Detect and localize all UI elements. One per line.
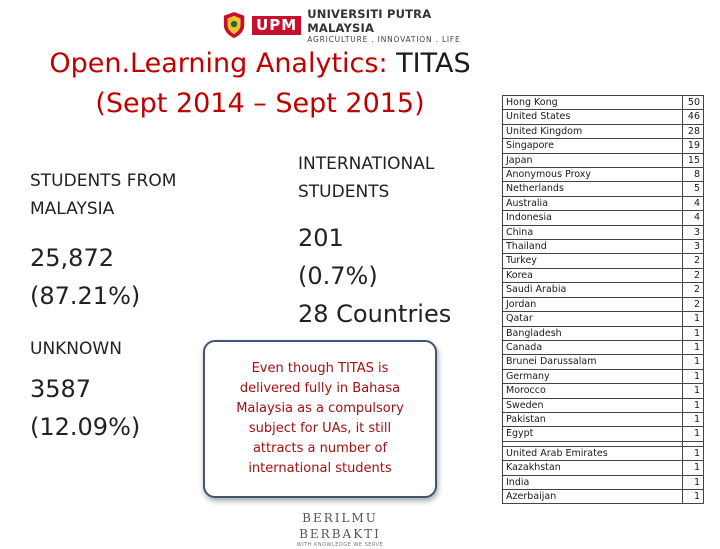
country-count: 50 <box>683 96 704 110</box>
country-name: Thailand <box>503 240 683 254</box>
country-name: Pakistan <box>503 412 683 426</box>
title-date-range: (Sept 2014 – Sept 2015) <box>95 88 425 119</box>
country-table-body <box>503 96 704 504</box>
country-count: 3 <box>683 225 704 239</box>
international-count: 201 <box>298 224 344 252</box>
country-name: Germany <box>503 369 683 383</box>
table-row <box>503 340 704 354</box>
country-count: 1 <box>683 340 704 354</box>
page-title <box>20 44 500 124</box>
table-row <box>503 211 704 225</box>
malaysia-percent: (87.21%) <box>30 282 141 310</box>
table-row <box>503 225 704 239</box>
footer-motto <box>280 510 400 548</box>
university-name: UNIVERSITI PUTRA MALAYSIA <box>307 6 432 35</box>
table-row <box>503 139 704 153</box>
country-count: 2 <box>683 297 704 311</box>
international-stats <box>298 219 498 333</box>
country-name: Canada <box>503 340 683 354</box>
table-row <box>503 283 704 297</box>
country-name: Jordan <box>503 297 683 311</box>
country-name: United Arab Emirates <box>503 446 683 460</box>
country-name: Turkey <box>503 254 683 268</box>
country-name: Netherlands <box>503 182 683 196</box>
country-name: Qatar <box>503 312 683 326</box>
table-row <box>503 196 704 210</box>
international-countries: 28 Countries <box>298 300 452 328</box>
unknown-stats <box>30 370 230 446</box>
table-row <box>503 326 704 340</box>
table-row <box>503 427 704 441</box>
table-row <box>503 369 704 383</box>
country-count: 3 <box>683 240 704 254</box>
unknown-percent: (12.09%) <box>30 413 141 441</box>
country-count: 1 <box>683 398 704 412</box>
table-row <box>503 384 704 398</box>
country-count: 2 <box>683 268 704 282</box>
table-row <box>503 398 704 412</box>
country-name: Egypt <box>503 427 683 441</box>
table-row <box>503 240 704 254</box>
country-name: Saudi Arabia <box>503 283 683 297</box>
table-row <box>503 461 704 475</box>
table-row <box>503 268 704 282</box>
country-name: Kazakhstan <box>503 461 683 475</box>
country-count: 1 <box>683 369 704 383</box>
table-row <box>503 254 704 268</box>
country-count: 4 <box>683 211 704 225</box>
country-name: Sweden <box>503 398 683 412</box>
country-name: Indonesia <box>503 211 683 225</box>
crest-icon <box>222 10 246 40</box>
country-name: United Kingdom <box>503 124 683 138</box>
university-tagline: AGRICULTURE . INNOVATION . LIFE <box>307 34 461 44</box>
country-count: 1 <box>683 475 704 489</box>
country-name: China <box>503 225 683 239</box>
country-count: 5 <box>683 182 704 196</box>
table-row <box>503 312 704 326</box>
country-count: 1 <box>683 446 704 460</box>
country-count: 1 <box>683 355 704 369</box>
country-count: 1 <box>683 326 704 340</box>
table-row <box>503 355 704 369</box>
country-name: Singapore <box>503 139 683 153</box>
note-callout <box>203 340 437 498</box>
table-row <box>503 124 704 138</box>
country-name: Hong Kong <box>503 96 683 110</box>
unknown-label: UNKNOWN <box>30 339 122 359</box>
country-count: 1 <box>683 489 704 503</box>
note-text: Even though TITAS is delivered fully in Bahasa Malaysia as a compulsory subject for UAs, it still attracts a number of international students <box>236 361 404 476</box>
table-row <box>503 412 704 426</box>
country-name: India <box>503 475 683 489</box>
table-row <box>503 475 704 489</box>
country-count: 1 <box>683 412 704 426</box>
country-name: Morocco <box>503 384 683 398</box>
country-name: Australia <box>503 196 683 210</box>
international-label: INTERNATIONAL STUDENTS <box>298 154 435 202</box>
country-count: 46 <box>683 110 704 124</box>
international-percent: (0.7%) <box>298 262 378 290</box>
table-row <box>503 153 704 167</box>
table-row <box>503 182 704 196</box>
country-name: United States <box>503 110 683 124</box>
country-count: 15 <box>683 153 704 167</box>
upm-tag: UPM <box>252 16 301 35</box>
country-count: 4 <box>683 196 704 210</box>
upm-brand <box>252 7 484 44</box>
table-row <box>503 446 704 460</box>
unknown-count: 3587 <box>30 375 92 403</box>
table-row <box>503 96 704 110</box>
country-count: 1 <box>683 312 704 326</box>
country-count: 2 <box>683 283 704 297</box>
footer-subtitle: WITH KNOWLEDGE WE SERVE <box>296 542 384 548</box>
country-count: 28 <box>683 124 704 138</box>
footer-title: BERILMU BERBAKTI <box>299 511 381 541</box>
university-logo <box>222 8 484 42</box>
country-name: Anonymous Proxy <box>503 168 683 182</box>
country-count: 8 <box>683 168 704 182</box>
country-name: Bangladesh <box>503 326 683 340</box>
country-name: Japan <box>503 153 683 167</box>
title-part2: TITAS <box>396 48 471 79</box>
country-name: Azerbaijan <box>503 489 683 503</box>
country-count: 19 <box>683 139 704 153</box>
table-row <box>503 297 704 311</box>
country-count: 1 <box>683 427 704 441</box>
malaysia-label: STUDENTS FROM MALAYSIA <box>30 171 177 219</box>
country-count: 2 <box>683 254 704 268</box>
malaysia-count: 25,872 <box>30 244 114 272</box>
country-table <box>502 95 704 504</box>
table-row <box>503 168 704 182</box>
table-row <box>503 489 704 503</box>
table-row <box>503 110 704 124</box>
title-part1: Open.Learning Analytics: <box>49 48 388 79</box>
country-name: Korea <box>503 268 683 282</box>
country-count: 1 <box>683 461 704 475</box>
country-name: Brunei Darussalam <box>503 355 683 369</box>
country-count: 1 <box>683 384 704 398</box>
malaysia-stats <box>30 239 230 315</box>
